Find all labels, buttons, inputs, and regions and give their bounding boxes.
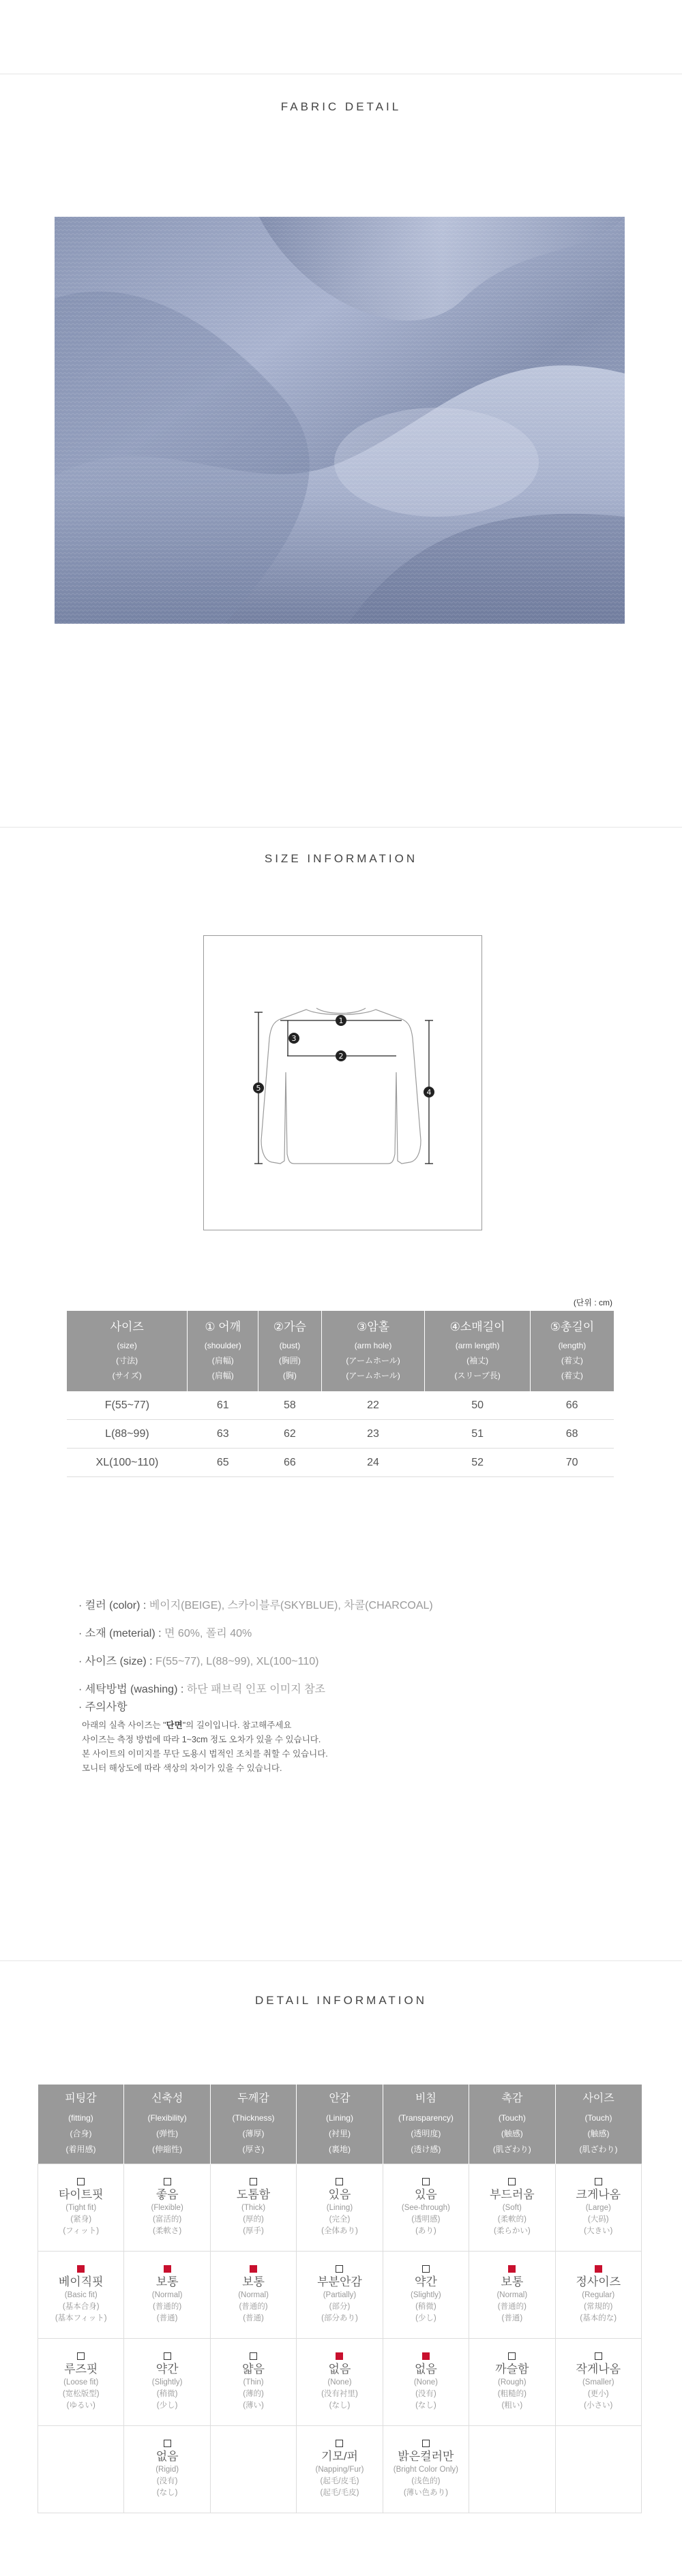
option-sublabel: (厚的): [243, 2215, 264, 2224]
option-sublabel: (大码): [587, 2215, 609, 2224]
unchecked-checkbox-icon: [77, 2352, 85, 2360]
size-row: [67, 1449, 614, 1477]
unchecked-checkbox-icon: [595, 2352, 602, 2360]
detail-option-cell: [38, 2339, 124, 2426]
option-label: 부분안감: [317, 2275, 362, 2288]
option-sublabel: (Basic fit): [64, 2291, 98, 2299]
option-sublabel: (Lining): [326, 2204, 353, 2212]
detail-header-2: 두께감 (Thickness) (薄厚) (厚さ): [210, 2085, 296, 2164]
svg-text:2: 2: [338, 1052, 344, 1061]
detail-information-title: DETAIL INFORMATION: [254, 1994, 428, 2007]
size-row: [67, 1391, 614, 1420]
detail-option-cell: [210, 2164, 296, 2252]
detail-option-cell: [297, 2339, 383, 2426]
checked-checkbox-icon: [336, 2352, 343, 2360]
detail-option-cell: [210, 2252, 296, 2339]
option-sublabel: (Loose fit): [63, 2378, 99, 2386]
option-sublabel: (Thick): [241, 2204, 266, 2212]
size-value-cell: 22: [321, 1391, 425, 1420]
unchecked-checkbox-icon: [595, 2178, 602, 2185]
option-sublabel: (None): [413, 2378, 438, 2386]
checked-checkbox-icon: [164, 2265, 171, 2273]
option-sublabel: (没有衬里): [321, 2390, 358, 2398]
option-label: 약간: [155, 2363, 179, 2376]
option-sublabel: (Tight fit): [65, 2204, 97, 2212]
detail-option-cell: [555, 2164, 641, 2252]
detail-option-cell: [297, 2164, 383, 2252]
option-label: 베이직핏: [58, 2275, 104, 2288]
option-label: 보통: [242, 2275, 265, 2288]
info-size: · 사이즈 (size) : F(55~77), L(88~99), XL(100~110): [78, 1656, 319, 1667]
option-sublabel: (Slightly): [411, 2291, 441, 2299]
detail-option-cell: [555, 2252, 641, 2339]
detail-empty-cell: [210, 2426, 296, 2513]
marker-2: [336, 1050, 346, 1061]
option-sublabel: (基本合身): [62, 2303, 100, 2311]
option-sublabel: (普通): [501, 2314, 523, 2322]
option-sublabel: (稍微): [156, 2390, 178, 2398]
unchecked-checkbox-icon: [422, 2178, 430, 2185]
detail-option-cell: [383, 2426, 469, 2513]
svg-text:4: 4: [426, 1088, 432, 1097]
option-sublabel: (Partially): [323, 2291, 357, 2299]
option-sublabel: (少し): [415, 2314, 436, 2322]
option-sublabel: (小さい): [584, 2401, 613, 2410]
option-label: 부드러움: [489, 2188, 535, 2201]
option-sublabel: (粗い): [501, 2401, 523, 2410]
option-label: 보통: [155, 2275, 179, 2288]
checked-checkbox-icon: [595, 2265, 602, 2273]
marker-4: [424, 1087, 434, 1097]
detail-option-cell: [297, 2252, 383, 2339]
unchecked-checkbox-icon: [508, 2352, 516, 2360]
size-name-cell: XL(100~110): [67, 1449, 188, 1477]
header-shoulder: ① 어깨 (shoulder) (肩幅) (肩幅): [188, 1311, 258, 1391]
size-value-cell: 23: [321, 1420, 425, 1449]
option-sublabel: (部分あり): [321, 2314, 358, 2322]
option-label: 좋음: [155, 2188, 179, 2201]
size-value-cell: 65: [188, 1449, 258, 1477]
option-sublabel: (Bright Color Only): [393, 2466, 458, 2474]
detail-option-cell: [383, 2252, 469, 2339]
checked-checkbox-icon: [77, 2265, 85, 2273]
option-sublabel: (See-through): [401, 2204, 450, 2212]
size-value-cell: 24: [321, 1449, 425, 1477]
unchecked-checkbox-icon: [336, 2440, 343, 2447]
notice-line-3: 본 사이트의 이미지를 무단 도용시 법적인 조치를 취할 수 있습니다.: [82, 1749, 328, 1759]
detail-option-cell: [555, 2339, 641, 2426]
option-sublabel: (紧身): [70, 2215, 92, 2224]
header-length: ⑤총길이 (length) (着丈) (着丈): [530, 1311, 614, 1391]
option-label: 루즈핏: [64, 2363, 98, 2376]
size-information-title: SIZE INFORMATION: [264, 852, 418, 865]
option-sublabel: (普通的): [153, 2303, 182, 2311]
unchecked-checkbox-icon: [250, 2178, 257, 2185]
option-sublabel: (None): [327, 2378, 352, 2386]
section-divider-1: [0, 827, 682, 828]
option-sublabel: (常規的): [584, 2303, 613, 2311]
option-label: 없음: [155, 2450, 179, 2463]
size-value-cell: 68: [530, 1420, 614, 1449]
option-sublabel: (基本的な): [580, 2314, 617, 2322]
detail-option-cell: [124, 2339, 210, 2426]
option-sublabel: (柔軟さ): [153, 2227, 182, 2235]
unchecked-checkbox-icon: [164, 2178, 171, 2185]
unchecked-checkbox-icon: [164, 2440, 171, 2447]
size-value-cell: 50: [425, 1391, 531, 1420]
option-sublabel: (普通): [243, 2314, 264, 2322]
option-sublabel: (Normal): [151, 2291, 183, 2299]
detail-row: [38, 2426, 642, 2513]
detail-empty-cell: [38, 2426, 124, 2513]
marker-3: [288, 1033, 299, 1044]
option-label: 약간: [414, 2275, 437, 2288]
detail-option-cell: [38, 2252, 124, 2339]
option-sublabel: (没有): [415, 2390, 436, 2398]
detail-option-cell: [210, 2339, 296, 2426]
detail-header-6: 사이즈 (Touch) (触感) (肌ざわり): [555, 2085, 641, 2164]
option-sublabel: (大きい): [584, 2227, 613, 2235]
option-sublabel: (薄的): [243, 2390, 264, 2398]
detail-table: [38, 2085, 642, 2513]
option-sublabel: (Regular): [582, 2291, 615, 2299]
size-value-cell: 66: [530, 1391, 614, 1420]
option-label: 있음: [328, 2188, 351, 2201]
option-sublabel: (完全): [329, 2215, 351, 2224]
detail-option-cell: [469, 2339, 555, 2426]
option-sublabel: (Rough): [498, 2378, 527, 2386]
option-sublabel: (Smaller): [582, 2378, 614, 2386]
size-value-cell: 66: [258, 1449, 322, 1477]
detail-empty-cell: [469, 2426, 555, 2513]
option-sublabel: (柔軟的): [497, 2215, 527, 2224]
option-label: 보통: [501, 2275, 524, 2288]
option-sublabel: (Napping/Fur): [315, 2466, 364, 2474]
size-value-cell: 52: [425, 1449, 531, 1477]
option-sublabel: (粗糙的): [497, 2390, 527, 2398]
option-label: 크게나옴: [576, 2188, 621, 2201]
detail-option-cell: [383, 2339, 469, 2426]
option-sublabel: (Rigid): [155, 2466, 179, 2474]
option-label: 정사이즈: [576, 2275, 621, 2288]
option-label: 얇음: [242, 2363, 265, 2376]
size-value-cell: 58: [258, 1391, 322, 1420]
size-diagram: [203, 935, 482, 1230]
header-armhole: ③암홀 (arm hole) (アームホール) (アームホール): [321, 1311, 425, 1391]
option-sublabel: (Soft): [502, 2204, 522, 2212]
info-color: · 컬러 (color) : 베이지(BEIGE), 스카이블루(SKYBLUE), 차콜(CHARCOAL): [78, 1600, 433, 1611]
size-row: [67, 1420, 614, 1449]
detail-option-cell: [297, 2426, 383, 2513]
unchecked-checkbox-icon: [77, 2178, 85, 2185]
option-sublabel: (薄い色あり): [403, 2489, 448, 2497]
option-sublabel: (部分): [329, 2303, 351, 2311]
unchecked-checkbox-icon: [336, 2178, 343, 2185]
option-label: 있음: [414, 2188, 437, 2201]
detail-header-4: 비침 (Transparency) (透明度) (透け感): [383, 2085, 469, 2164]
fabric-photo: [55, 217, 625, 624]
sweatshirt-diagram: [204, 936, 481, 1230]
unchecked-checkbox-icon: [422, 2265, 430, 2273]
option-sublabel: (Normal): [496, 2291, 528, 2299]
size-name-cell: L(88~99): [67, 1420, 188, 1449]
header-arm-length: ④소매길이 (arm length) (袖丈) (スリーブ長): [425, 1311, 531, 1391]
notice-line-2: 사이즈는 측정 방법에 따라 1~3cm 정도 오차가 있을 수 있습니다.: [82, 1735, 321, 1744]
option-sublabel: (厚手): [243, 2227, 264, 2235]
unchecked-checkbox-icon: [422, 2440, 430, 2447]
option-sublabel: (普通的): [239, 2303, 268, 2311]
detail-table-header: [38, 2085, 642, 2164]
option-label: 작게나옴: [576, 2363, 621, 2376]
option-sublabel: (なし): [156, 2489, 178, 2497]
detail-row: [38, 2164, 642, 2252]
info-material: · 소재 (meterial) : 면 60%, 폴리 40%: [78, 1628, 252, 1639]
size-value-cell: 70: [530, 1449, 614, 1477]
header-bust: ②가슴 (bust) (胸囲) (胸): [258, 1311, 322, 1391]
option-sublabel: (宽松版型): [62, 2390, 100, 2398]
option-sublabel: (没有): [156, 2477, 178, 2485]
option-sublabel: (稍微): [415, 2303, 436, 2311]
option-label: 기모/퍼: [321, 2450, 358, 2463]
svg-text:3: 3: [291, 1034, 297, 1043]
unchecked-checkbox-icon: [164, 2352, 171, 2360]
checked-checkbox-icon: [508, 2265, 516, 2273]
option-sublabel: (起毛/皮毛): [320, 2477, 359, 2485]
fabric-detail-title: FABRIC DETAIL: [280, 100, 402, 113]
option-sublabel: (Slightly): [151, 2378, 183, 2386]
option-sublabel: (浅色的): [411, 2477, 441, 2485]
option-sublabel: (普通): [156, 2314, 178, 2322]
option-sublabel: (普通的): [497, 2303, 527, 2311]
detail-option-cell: [124, 2426, 210, 2513]
detail-option-cell: [469, 2164, 555, 2252]
unchecked-checkbox-icon: [250, 2352, 257, 2360]
option-sublabel: (なし): [415, 2401, 436, 2410]
detail-header-3: 안감 (Lining) (衬里) (裏地): [297, 2085, 383, 2164]
option-sublabel: (Large): [585, 2204, 611, 2212]
detail-header-0: 피팅감 (fitting) (合身) (着用感): [38, 2085, 124, 2164]
size-value-cell: 63: [188, 1420, 258, 1449]
detail-option-cell: [38, 2164, 124, 2252]
checked-checkbox-icon: [422, 2352, 430, 2360]
option-sublabel: (起毛/毛皮): [320, 2489, 359, 2497]
size-name-cell: F(55~77): [67, 1391, 188, 1420]
option-label: 타이트핏: [58, 2188, 104, 2201]
option-sublabel: (Flexible): [151, 2204, 183, 2212]
option-sublabel: (基本フィット): [55, 2314, 107, 2322]
unit-label: (단위 : cm): [573, 1298, 612, 1307]
svg-text:1: 1: [338, 1016, 344, 1025]
option-sublabel: (少し): [156, 2401, 178, 2410]
detail-header-1: 신축성 (Flexibility) (弹性) (伸縮性): [124, 2085, 210, 2164]
notice-text: [82, 1718, 328, 1776]
header-size: 사이즈 (size) (寸法) (サイズ): [67, 1311, 188, 1391]
svg-text:5: 5: [256, 1084, 261, 1093]
option-sublabel: (なし): [329, 2401, 351, 2410]
marker-5: [253, 1082, 264, 1093]
detail-header-5: 촉감 (Touch) (触感) (肌ざわり): [469, 2085, 555, 2164]
option-sublabel: (フィット): [63, 2227, 100, 2235]
option-sublabel: (全体あり): [321, 2227, 358, 2235]
option-sublabel: (柔らかい): [493, 2227, 531, 2235]
size-table: [67, 1311, 614, 1477]
option-sublabel: (Normal): [238, 2291, 269, 2299]
notice-line-1: 아래의 실측 사이즈는 "단면"의 길이입니다. 참고해주세요: [82, 1721, 292, 1730]
size-value-cell: 62: [258, 1420, 322, 1449]
option-sublabel: (更小): [587, 2390, 609, 2398]
option-label: 없음: [328, 2363, 351, 2376]
detail-row: [38, 2252, 642, 2339]
option-sublabel: (あり): [415, 2227, 436, 2235]
option-sublabel: (ゆるい): [66, 2401, 95, 2410]
detail-row: [38, 2339, 642, 2426]
checked-checkbox-icon: [250, 2265, 257, 2273]
detail-empty-cell: [555, 2426, 641, 2513]
option-sublabel: (薄い): [243, 2401, 264, 2410]
option-label: 밝은컬러만: [398, 2450, 454, 2463]
option-sublabel: (透明感): [411, 2215, 441, 2224]
notice-line-4: 모니터 해상도에 따라 색상의 차이가 있을 수 있습니다.: [82, 1763, 282, 1773]
size-value-cell: 51: [425, 1420, 531, 1449]
detail-option-cell: [469, 2252, 555, 2339]
option-label: 없음: [414, 2363, 437, 2376]
marker-1: [336, 1015, 346, 1026]
detail-option-cell: [124, 2252, 210, 2339]
detail-option-cell: [124, 2164, 210, 2252]
option-label: 까슬함: [495, 2363, 529, 2376]
unchecked-checkbox-icon: [508, 2178, 516, 2185]
notice-title: · 주의사항: [78, 1701, 128, 1713]
option-label: 도톰함: [236, 2188, 271, 2201]
section-divider-2: [0, 1960, 682, 1961]
option-sublabel: (Thin): [243, 2378, 264, 2386]
size-value-cell: 61: [188, 1391, 258, 1420]
info-washing: · 세탁방법 (washing) : 하단 패브릭 인포 이미지 참조: [78, 1684, 326, 1695]
detail-option-cell: [383, 2164, 469, 2252]
unchecked-checkbox-icon: [336, 2265, 343, 2273]
size-table-header: [67, 1311, 614, 1391]
option-sublabel: (富活的): [153, 2215, 182, 2224]
